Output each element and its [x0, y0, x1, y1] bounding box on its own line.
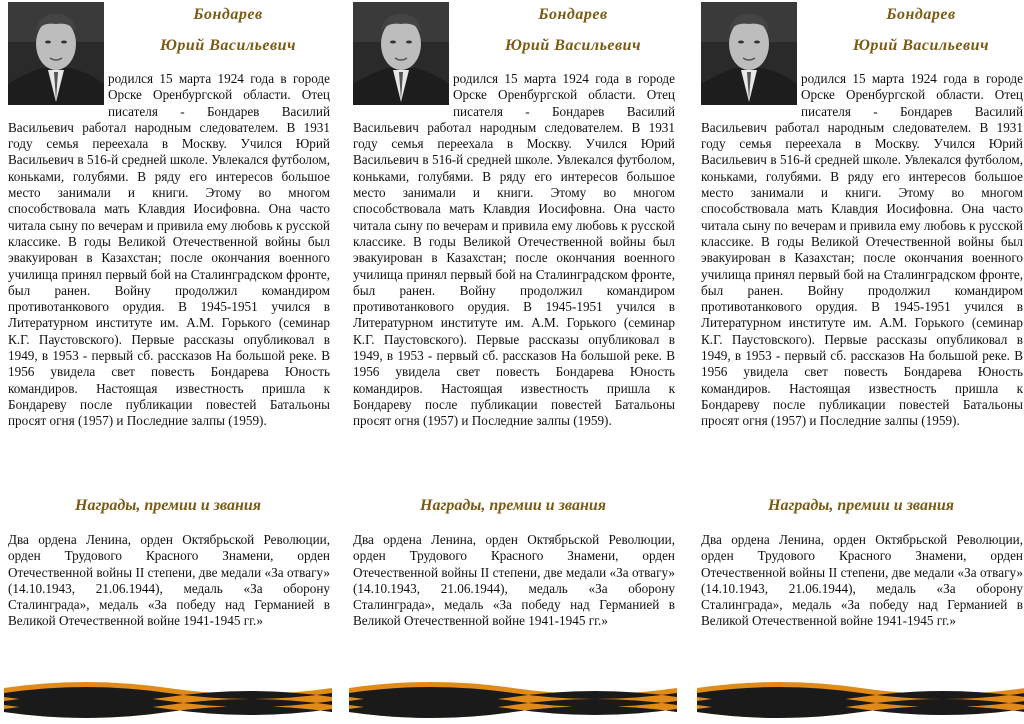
bio-column-3: [697, 0, 1024, 724]
st-george-ribbon-icon: [697, 674, 1024, 720]
biography-paragraph: родился 15 марта 1924 года в городе Орске Оренбургской области. Отец писателя - Бондарев Василий Васильевич работал народным следователем. В 1931 году семья переехала в Москву. Учился Юрий Васильевич в 516-й средней школе. Увлекался футболом, коньками, голубями. В ряду его интересов большое место занимали и книги. Этому во многом способствовала мать Клавдия Иосифовна. Она часто читала сыну по вечерам и привила ему любовь к русской классике. В годы Великой Отечественной войны был эвакуирован в Казахстан; после окончания военного училища принял первый бой на Сталинградском фронте, был ранен. Войну продолжил командиром противотанкового орудия. В 1945-1951 учился в Литературном институте им. А.М. Горького (семинар К.Г. Паустовского). Первые рассказы опубликовал в 1949, в 1953 - первый сб. рассказов На большой реке. В 1956 увидела свет повесть Бондарева Юность командиров. Настоящая известность пришла к Бондареву после публикации повестей Батальоны просят огня (1957) и Последние залпы (1959).: [353, 71, 675, 429]
biography-text: [8, 71, 330, 430]
awards-text: Два ордена Ленина, орден Октябрьской Революции, орден Трудового Красного Знамени, орден Отечественной войны II степени, две медали «За отвагу» (14.10.1943, 21.06.1944), медаль «За оборону Сталинграда», медаль «За победу над Германией в Великой Отечественной войне 1941-1945 гг.»: [353, 532, 675, 629]
author-surname: Бондарев: [193, 6, 263, 23]
awards-heading: Награды, премии и звания: [768, 497, 954, 514]
author-given-name: Юрий Васильевич: [505, 37, 641, 54]
awards-text: Два ордена Ленина, орден Октябрьской Революции, орден Трудового Красного Знамени, орден Отечественной войны II степени, две медали «За отвагу» (14.10.1943, 21.06.1944), медаль «За оборону Сталинграда», медаль «За победу над Германией в Великой Отечественной войне 1941-1945 гг.»: [701, 532, 1023, 629]
st-george-ribbon-icon: [349, 674, 677, 720]
biography-paragraph: родился 15 марта 1924 года в городе Орске Оренбургской области. Отец писателя - Бондарев Василий Васильевич работал народным следователем. В 1931 году семья переехала в Москву. Учился Юрий Васильевич в 516-й средней школе. Увлекался футболом, коньками, голубями. В ряду его интересов большое место занимали и книги. Этому во многом способствовала мать Клавдия Иосифовна. Она часто читала сыну по вечерам и привила ему любовь к русской классике. В годы Великой Отечественной войны был эвакуирован в Казахстан; после окончания военного училища принял первый бой на Сталинградском фронте, был ранен. Войну продолжил командиром противотанкового орудия. В 1945-1951 учился в Литературном институте им. А.М. Горького (семинар К.Г. Паустовского). Первые рассказы опубликовал в 1949, в 1953 - первый сб. рассказов На большой реке. В 1956 увидела свет повесть Бондарева Юность командиров. Настоящая известность пришла к Бондареву после публикации повестей Батальоны просят огня (1957) и Последние залпы (1959).: [8, 71, 330, 429]
bio-column-2: [349, 0, 677, 724]
awards-heading: Награды, премии и звания: [420, 497, 606, 514]
awards-text: Два ордена Ленина, орден Октябрьской Революции, орден Трудового Красного Знамени, орден Отечественной войны II степени, две медали «За отвагу» (14.10.1943, 21.06.1944), медаль «За оборону Сталинграда», медаль «За победу над Германией в Великой Отечественной войне 1941-1945 гг.»: [8, 532, 330, 629]
biography-text: [701, 71, 1023, 430]
author-surname: Бондарев: [886, 6, 956, 23]
author-given-name: Юрий Васильевич: [853, 37, 989, 54]
st-george-ribbon-icon: [4, 674, 332, 720]
biography-text: [353, 71, 675, 430]
biography-paragraph: родился 15 марта 1924 года в городе Орске Оренбургской области. Отец писателя - Бондарев Василий Васильевич работал народным следователем. В 1931 году семья переехала в Москву. Учился Юрий Васильевич в 516-й средней школе. Увлекался футболом, коньками, голубями. В ряду его интересов большое место занимали и книги. Этому во многом способствовала мать Клавдия Иосифовна. Она часто читала сыну по вечерам и привила ему любовь к русской классике. В годы Великой Отечественной войны был эвакуирован в Казахстан; после окончания военного училища принял первый бой на Сталинградском фронте, был ранен. Войну продолжил командиром противотанкового орудия. В 1945-1951 учился в Литературном институте им. А.М. Горького (семинар К.Г. Паустовского). Первые рассказы опубликовал в 1949, в 1953 - первый сб. рассказов На большой реке. В 1956 увидела свет повесть Бондарева Юность командиров. Настоящая известность пришла к Бондареву после публикации повестей Батальоны просят огня (1957) и Последние залпы (1959).: [701, 71, 1023, 429]
author-given-name: Юрий Васильевич: [160, 37, 296, 54]
bio-column-1: [4, 0, 332, 724]
author-surname: Бондарев: [538, 6, 608, 23]
awards-heading: Награды, премии и звания: [75, 497, 261, 514]
